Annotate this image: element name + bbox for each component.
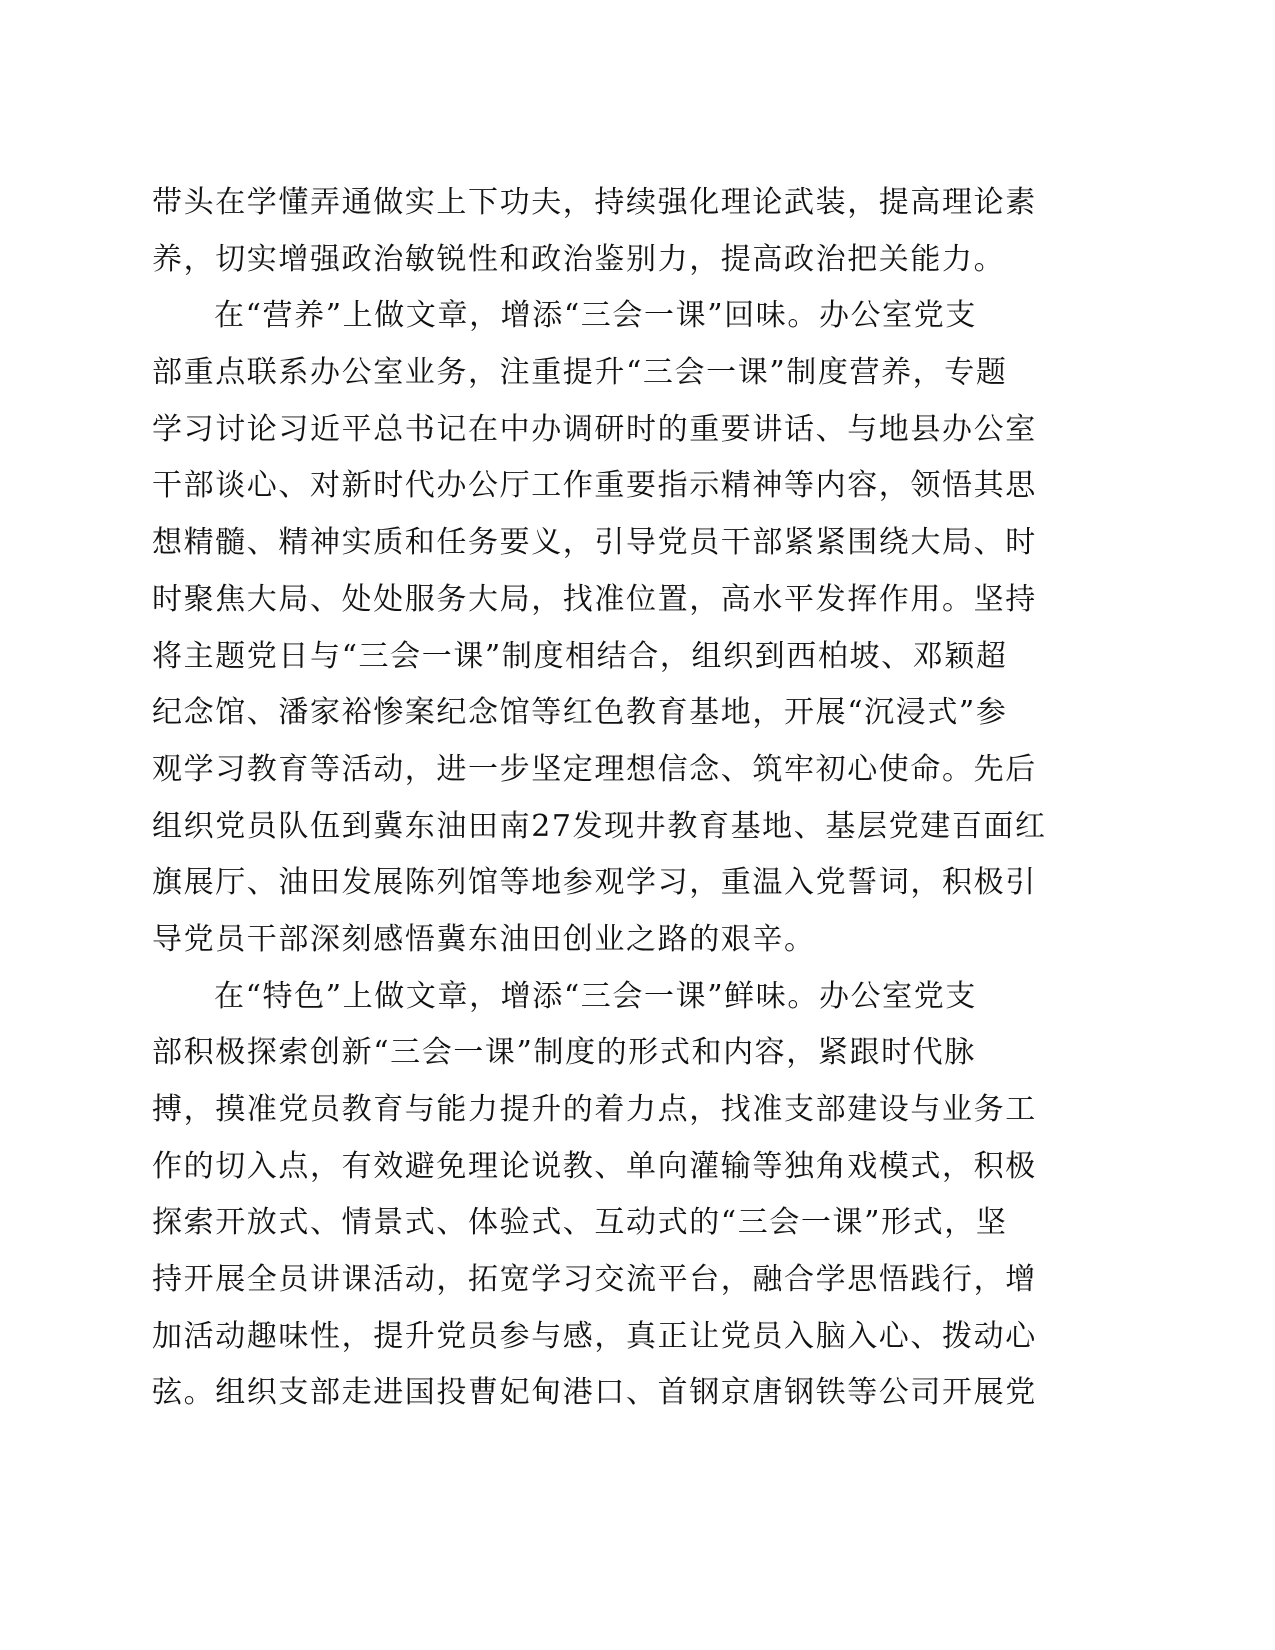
text-line: 部重点联系办公室业务，注重提升“三会一课”制度营养，专题 xyxy=(152,355,1008,391)
paragraph-start-line: 在“特色”上做文章，增添“三会一课”鲜味。办公室党支 xyxy=(214,978,977,1014)
text-line: 养，切实增强政治敏锐性和政治鉴别力，提高政治把关能力。 xyxy=(152,241,1006,277)
text-line: 学习讨论习近平总书记在中办调研时的重要讲话、与地县办公室 xyxy=(152,411,1037,447)
text-line: 想精髓、精神实质和任务要义，引导党员干部紧紧围绕大局、时 xyxy=(152,525,1037,561)
text-line: 加活动趣味性，提升党员参与感，真正让党员入脑入心、拨动心 xyxy=(152,1318,1037,1354)
text-line: 将主题党日与“三会一课”制度相结合，组织到西柏坡、邓颖超 xyxy=(152,638,1008,674)
text-line: 旗展厅、油田发展陈列馆等地参观学习，重温入党誓词，积极引 xyxy=(152,865,1037,901)
text-line: 探索开放式、情景式、体验式、互动式的“三会一课”形式，坚 xyxy=(152,1205,1008,1241)
text-line: 干部谈心、对新时代办公厅工作重要指示精神等内容，领悟其思 xyxy=(152,468,1037,504)
text-line: 部积极探索创新“三会一课”制度的形式和内容，紧跟时代脉 xyxy=(152,1035,976,1071)
text-line: 带头在学懂弄通做实上下功夫，持续强化理论武装，提高理论素 xyxy=(152,185,1037,220)
paragraph-start-line: 在“营养”上做文章，增添“三会一课”回味。办公室党支 xyxy=(214,298,977,334)
text-line: 持开展全员讲课活动，拓宽学习交流平台，融合学思悟践行，增 xyxy=(152,1262,1037,1298)
text-line: 纪念馆、潘家裕惨案纪念馆等红色教育基地，开展“沉浸式”参 xyxy=(152,695,1008,731)
text-line: 搏，摸准党员教育与能力提升的着力点，找准支部建设与业务工 xyxy=(152,1092,1037,1127)
text-line: 弦。组织支部走进国投曹妃甸港口、首钢京唐钢铁等公司开展党 xyxy=(152,1375,1037,1411)
text-line: 时聚焦大局、处处服务大局，找准位置，高水平发挥作用。坚持 xyxy=(152,581,1037,617)
text-line: 组织党员队伍到冀东油田南27发现井教育基地、基层党建百面红 xyxy=(152,808,1047,844)
document-body xyxy=(152,175,1082,1422)
text-line: 作的切入点，有效避免理论说教、单向灌输等独角戏模式，积极 xyxy=(152,1148,1037,1184)
text-line: 导党员干部深刻感悟冀东油田创业之路的艰辛。 xyxy=(152,921,816,957)
text-line: 观学习教育等活动，进一步坚定理想信念、筑牢初心使命。先后 xyxy=(152,751,1037,787)
